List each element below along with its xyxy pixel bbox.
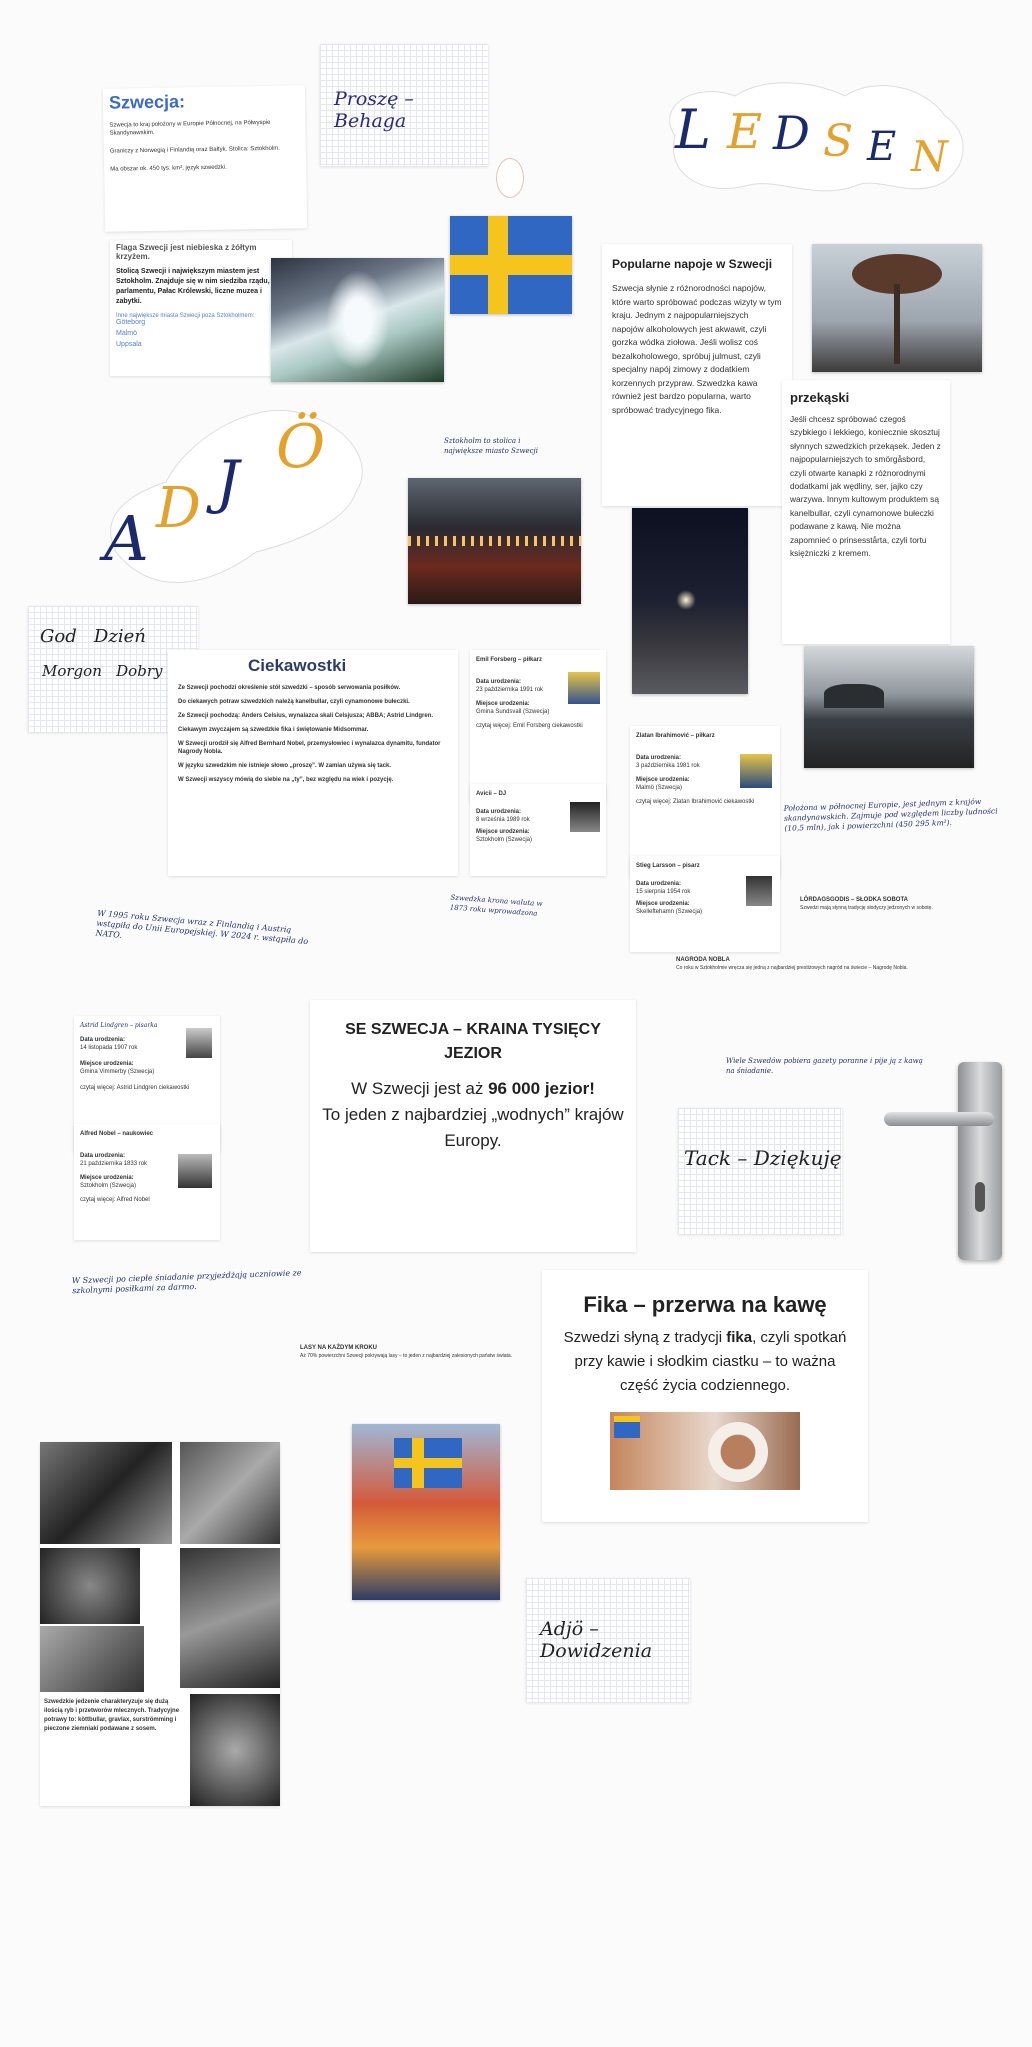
zlatan-name: Zlatan Ibrahimović – piłkarz	[636, 733, 715, 739]
cities-label: Inne największe miasta Szwecji poza Sztokholmem:	[116, 313, 255, 319]
forsberg-born-label: Data urodzenia:	[476, 679, 522, 685]
adjo-letter-a: A	[104, 502, 149, 575]
adjo-letter-d: D	[156, 476, 201, 541]
curiosities-title: Ciekawostki	[248, 656, 347, 675]
lordagsgodis-body: Szwedzi mają słynną tradycję słodyczy jedzonych w sobotę.	[800, 905, 933, 911]
fika-cup	[708, 1422, 768, 1482]
cloud-ledsen	[655, 76, 975, 196]
zlatan-more: czytaj więcej: Zlatan Ibrahimović ciekawostki	[636, 799, 755, 805]
larsson-photo	[746, 876, 772, 906]
larsson-born-label: Data urodzenia:	[636, 881, 682, 887]
avicii-name: Avicii – DJ	[476, 791, 507, 797]
city-2: Malmö	[116, 330, 138, 337]
person-card-avicii	[470, 784, 606, 876]
capital-text: Stolicą Szwecji i największym miastem jest Sztokholm. Znajduje się w nim siedziba rządu, parlamentu, Pałac Królewski, liczne muzea i zabytki.	[116, 268, 270, 305]
nobel-born-label: Data urodzenia:	[80, 1153, 126, 1159]
market-lights	[408, 536, 581, 546]
snacks-card	[782, 380, 950, 644]
zlatan-photo	[740, 754, 772, 788]
street-light	[676, 590, 696, 610]
snacks-title: przekąski	[790, 390, 850, 405]
avicii-place: Sztokholm (Szwecja)	[476, 837, 533, 843]
avicii-born: 8 września 1989 rok	[476, 817, 530, 823]
drinks-card	[602, 244, 792, 506]
ledsen-letter-d: D	[773, 106, 810, 160]
szwecja-flag-scrap	[110, 240, 292, 376]
collage-photo-2	[180, 1442, 280, 1544]
curiosities-card	[168, 650, 458, 876]
ledsen-letter-e2: E	[867, 124, 897, 170]
lasy-scrap	[300, 1344, 532, 1360]
ledsen-letter-e1: E	[727, 104, 763, 160]
christmas-market-photo	[408, 478, 581, 604]
larsson-name: Stieg Larsson – pisarz	[636, 863, 700, 869]
curiosity-5: W Szwecji urodził się Alfred Bernhard Nobel, przemysłowiec i wynalazca dynamitu, fundator Nagrody Nobla.	[178, 741, 441, 755]
ledsen-letter-n: N	[911, 132, 948, 181]
curiosity-2: Do ciekawych potraw szwedzkich należą kanelbullar, czyli cynamonowe bułeczki.	[178, 699, 410, 705]
note-adjo	[526, 1578, 690, 1702]
avicii-place-label: Miejsce urodzenia:	[476, 829, 530, 835]
collage-photo-3	[40, 1548, 140, 1624]
winter-tree-shape	[326, 270, 390, 370]
lindgren-born: 14 listopada 1907 rok	[80, 1045, 138, 1051]
drinks-title: Popularne napoje w Szwecji	[612, 257, 773, 271]
szwecja-title: Szwecja:	[108, 91, 186, 113]
person-card-forsberg	[470, 650, 606, 802]
fika-word: fika	[726, 1329, 753, 1346]
photo-flag-cross-h	[394, 1458, 462, 1468]
forsberg-name: Emil Forsberg – piłkarz	[476, 657, 543, 663]
szwecja-line-3: Ma obszar ok. 450 tys. km², język szwedzki.	[110, 164, 227, 173]
nobel-place-label: Miejsce urodzenia:	[80, 1175, 134, 1181]
zlatan-place-label: Miejsce urodzenia:	[636, 777, 690, 783]
lakes-number: 96 000 jezior!	[488, 1079, 595, 1098]
door-plate	[958, 1062, 1002, 1260]
avicii-photo	[570, 802, 600, 832]
nobel-title: NAGRODA NOBLA	[676, 957, 730, 963]
fika-title: Fika – przerwa na kawę	[583, 1292, 827, 1317]
nobel-name: Alfred Nobel – naukowiec	[80, 1131, 154, 1137]
zlatan-born: 3 października 1981 rok	[636, 763, 700, 769]
door-keyhole	[975, 1182, 985, 1212]
collage-photo-4	[180, 1548, 280, 1688]
fika-card	[542, 1270, 868, 1522]
curiosity-6: W języku szwedzkim nie istnieje słowo „proszę”. W zamian używa się tack.	[178, 763, 392, 769]
collage-photo-1	[40, 1442, 172, 1544]
nobel-photo	[178, 1154, 212, 1188]
carousel-photo	[812, 244, 982, 372]
lindgren-place-label: Miejsce urodzenia:	[80, 1061, 134, 1067]
larsson-place: Skelleftehamn (Szwecja)	[636, 909, 703, 915]
lindgren-born-label: Data urodzenia:	[80, 1037, 126, 1043]
lakes-title: SE SZWECJA – KRAINA TYSIĘCY JEZIOR	[345, 1021, 601, 1062]
flag-heading: Flaga Szwecji jest niebieska z żółtym krzyżem.	[116, 243, 257, 261]
curiosity-7: W Szwecji wszyscy mówią do siebie na „ty”, bez względu na wiek i pozycję.	[178, 777, 394, 783]
fika-text	[556, 1326, 854, 1398]
fika-photo	[610, 1412, 800, 1490]
forsberg-place-label: Miejsce urodzenia:	[476, 701, 530, 707]
drinks-body: Szwecja słynie z różnorodności napojów, które warto spróbować podczas wizyty w tym kraju. Jednym z najpopularniejszych napojów alkoholowych jest akwawit, czyli gorzka wódka ziołowa. Jeśli wolisz coś bezalkoholowego, spróbuj julmust, czyli specjalny napój zimowy z dodatkiem korzennych przypraw. Szwedzka kawa również jest bardzo popularna, warto spróbować tradycyjnego fika.	[612, 283, 782, 415]
fika-post: , czyli spotkań przy kawie i słodkim ciastku – to ważna część życia codziennego.	[574, 1329, 847, 1394]
note-prosze-text: Proszę – Behaga	[334, 88, 414, 132]
lindgren-place: Gmina Vimmerby (Szwecja)	[80, 1069, 155, 1075]
winter-tree-photo	[271, 258, 444, 382]
note-goddag-line1: God Dzień	[40, 626, 146, 647]
zlatan-place: Malmö (Szwecja)	[636, 785, 683, 791]
larsson-place-label: Miejsce urodzenia:	[636, 901, 690, 907]
night-street-photo	[632, 508, 748, 694]
city-1: Göteborg	[116, 319, 146, 326]
ledsen-letter-s: S	[823, 116, 854, 167]
larsson-born: 15 sierpnia 1954 rok	[636, 889, 691, 895]
szwecja-line-2: Graniczy z Norwegią i Finlandią oraz Bałtyk. Stolica: Sztokholm.	[109, 145, 280, 155]
lakes-line2: To jeden z najbardziej „wodnych” krajów Europy.	[322, 1105, 624, 1150]
person-card-nobel	[74, 1124, 220, 1240]
harbor-island	[824, 684, 884, 708]
door-lever	[884, 1112, 994, 1126]
food-collage	[40, 1442, 280, 1806]
adjo-letter-o: Ö	[276, 412, 326, 482]
curiosity-4: Ciekawym zwyczajem są szwedzkie fika i świętowanie Midsommar.	[178, 727, 369, 733]
lindgren-photo	[186, 1028, 212, 1058]
note-szwedzka: Szwedzka krona waluta w 1873 roku wprowadzona	[449, 893, 543, 918]
fika-flag-mini	[614, 1416, 640, 1438]
lakes-card	[310, 1000, 636, 1252]
swedish-flag	[450, 216, 572, 314]
lindgren-name: Astrid Lindgren – pisarka	[80, 1022, 158, 1029]
lasy-title: LASY NA KAŻDYM KROKU	[300, 1345, 378, 1351]
snacks-body: Jeśli chcesz spróbować czegoś szybkiego i lekkiego, koniecznie skosztuj słynnych szwedzkich przekąsek. Jeden z najpopularniejszych to smörgåsbord, czyli otwarte kanapki z różnorodnymi dodatkami jak wędliny, ser, jajko czy warzywa. Innym kultowym produktem są kanelbullar, czyli cynamonowe bułeczki podawane z kawą. Nie można zapomnieć o prinsesstårta, czyli tortu księżniczki z kremem.	[790, 414, 941, 559]
curiosity-1: Ze Szwecji pochodzi określenie stół szwedzki – sposób serwowania posiłków.	[178, 685, 401, 691]
flag-food-photo	[352, 1424, 500, 1600]
note-goddag-line2: Morgon Dobry	[42, 662, 163, 680]
curiosity-3: Ze Szwecji pochodzą: Anders Celsius, wynalazca skali Celsjusza; ABBA; Astrid Lindgren.	[178, 713, 434, 719]
person-card-larsson	[630, 856, 780, 952]
nobel-scrap	[676, 956, 946, 972]
note-kawa: Wiele Szwedów pobiera gazety poranne i pije ją z kawą na śniadanie.	[726, 1057, 923, 1075]
nobel-born: 21 października 1833 rok	[80, 1161, 148, 1167]
cloud-adjo	[96, 392, 376, 602]
lakes-line1: W Szwecji jest aż	[351, 1079, 484, 1098]
collage-photo-5	[40, 1626, 144, 1692]
note-location: Położona w północnej Europie, jest jednym z krajów skandynawskich. Zajmuje pod względem liczby ludności (10,5 mln), jak i powierzchni (450 295 km²).	[783, 796, 998, 833]
note-prosze	[320, 44, 488, 166]
forsberg-born: 23 października 1991 rok	[476, 687, 544, 693]
harbor-photo	[804, 646, 974, 768]
note-tack	[678, 1108, 842, 1234]
nobel-body: Co roku w Sztokholmie wręcza się jedną z najbardziej prestiżowych nagród na świecie – Nagrodę Nobla.	[676, 965, 908, 971]
zlatan-born-label: Data urodzenia:	[636, 755, 682, 761]
city-3: Uppsala	[116, 341, 142, 348]
ledsen-letter-l: L	[675, 98, 711, 161]
flag-cross-horizontal	[450, 255, 572, 275]
paper-tab	[496, 158, 524, 198]
note-tack-text: Tack – Dziękuję	[684, 1146, 842, 1170]
avicii-born-label: Data urodzenia:	[476, 809, 522, 815]
forsberg-more: czytaj więcej: Emil Forsberg ciekawostki	[476, 723, 583, 729]
lordagsgodis-scrap	[800, 896, 970, 912]
lakes-text	[322, 1076, 624, 1154]
szwecja-line-1: Szwecja to kraj położony w Europie Północnej, na Półwyspie Skandynawskim.	[109, 119, 271, 137]
note-sztokholm: Sztokholm to stolica i największe miasto Szwecji	[444, 437, 538, 455]
adjo-letter-j: J	[216, 448, 240, 516]
lindgren-more: czytaj więcej: Astrid Lindgren ciekawostki	[80, 1085, 190, 1091]
lordagsgodis-title: LÖRDAGSGODIS – SŁODKA SOBOTA	[800, 897, 909, 903]
note-szkola: W Szwecji po ciepłe śniadanie przyjeżdżają uczniowie ze szkolnymi posiłkami za darmo.	[71, 1268, 302, 1296]
door-handle	[884, 1062, 1008, 1262]
lasy-body: Aż 70% powierzchni Szwecji pokrywają lasy – to jeden z najbardziej zalesionych państw świata.	[300, 1353, 513, 1359]
szwecja-info-scrap	[103, 85, 307, 232]
forsberg-photo	[568, 672, 600, 704]
nobel-place: Sztokholm (Szwecja)	[80, 1183, 137, 1189]
carousel-pole	[894, 284, 900, 364]
collage-photo-6	[190, 1694, 280, 1806]
forsberg-place: Gmina Sundsvall (Szwecja)	[476, 709, 550, 715]
fika-pre: Szwedzi słyną z tradycji	[563, 1329, 723, 1346]
note-finland: W 1995 roku Szwecja wraz z Finlandią i Austrią wstąpiła do Unii Europejskiej. W 2024 r. wstąpiła do NATO.	[95, 908, 309, 947]
nobel-more: czytaj więcej: Alfred Nobel	[80, 1197, 150, 1203]
collage-text: Szwedzkie jedzenie charakteryzuje się dużą ilością ryb i przetworów mlecznych. Tradycyjne potrawy to: köttbullar, gravlax, surströmming i pieczone ziemniaki podawane z sosem.	[44, 1699, 180, 1732]
note-adjo-text: Adjö – Dowidzenia	[540, 1618, 653, 1662]
